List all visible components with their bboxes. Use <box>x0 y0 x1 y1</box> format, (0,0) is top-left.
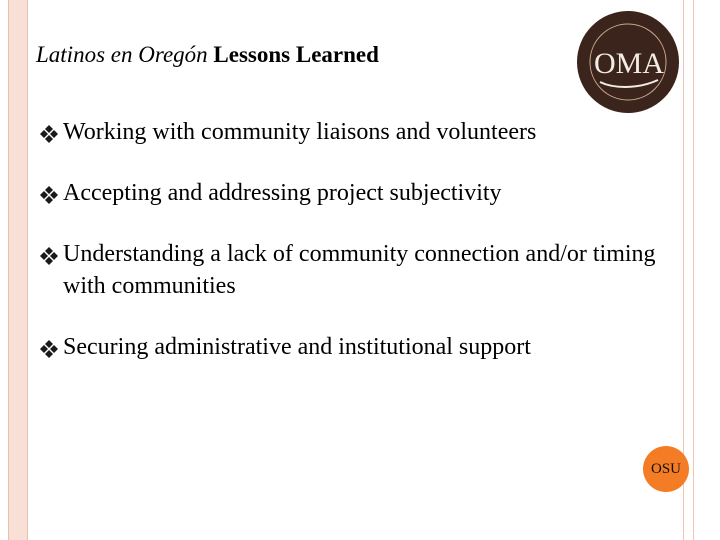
slide-title <box>36 40 379 70</box>
bullet-list <box>37 116 657 392</box>
title-bold-part: Lessons Learned <box>213 42 379 67</box>
bullet-item <box>37 238 657 302</box>
diamond-bullet-icon <box>37 337 61 361</box>
bullet-text: Securing administrative and institutional support <box>63 334 531 360</box>
left-decorative-band <box>8 0 28 540</box>
diamond-bullet-icon <box>37 183 61 207</box>
bullet-text: Accepting and addressing project subjectivity <box>63 180 502 206</box>
diamond-bullet-icon <box>37 244 61 268</box>
right-decorative-line <box>693 0 694 540</box>
bullet-text: Understanding a lack of community connection and/or timing with communities <box>63 241 656 299</box>
bullet-item <box>37 116 657 148</box>
diamond-bullet-icon <box>37 122 61 146</box>
bullet-text: Working with community liaisons and volunteers <box>63 119 537 145</box>
title-italic-part: Latinos en Oregón <box>36 42 208 67</box>
badge-text: OSU <box>650 460 681 477</box>
oma-logo <box>576 10 680 114</box>
logo-text: OMA <box>593 47 665 80</box>
osu-badge <box>643 446 689 492</box>
bullet-item <box>37 331 657 363</box>
bullet-item <box>37 177 657 209</box>
